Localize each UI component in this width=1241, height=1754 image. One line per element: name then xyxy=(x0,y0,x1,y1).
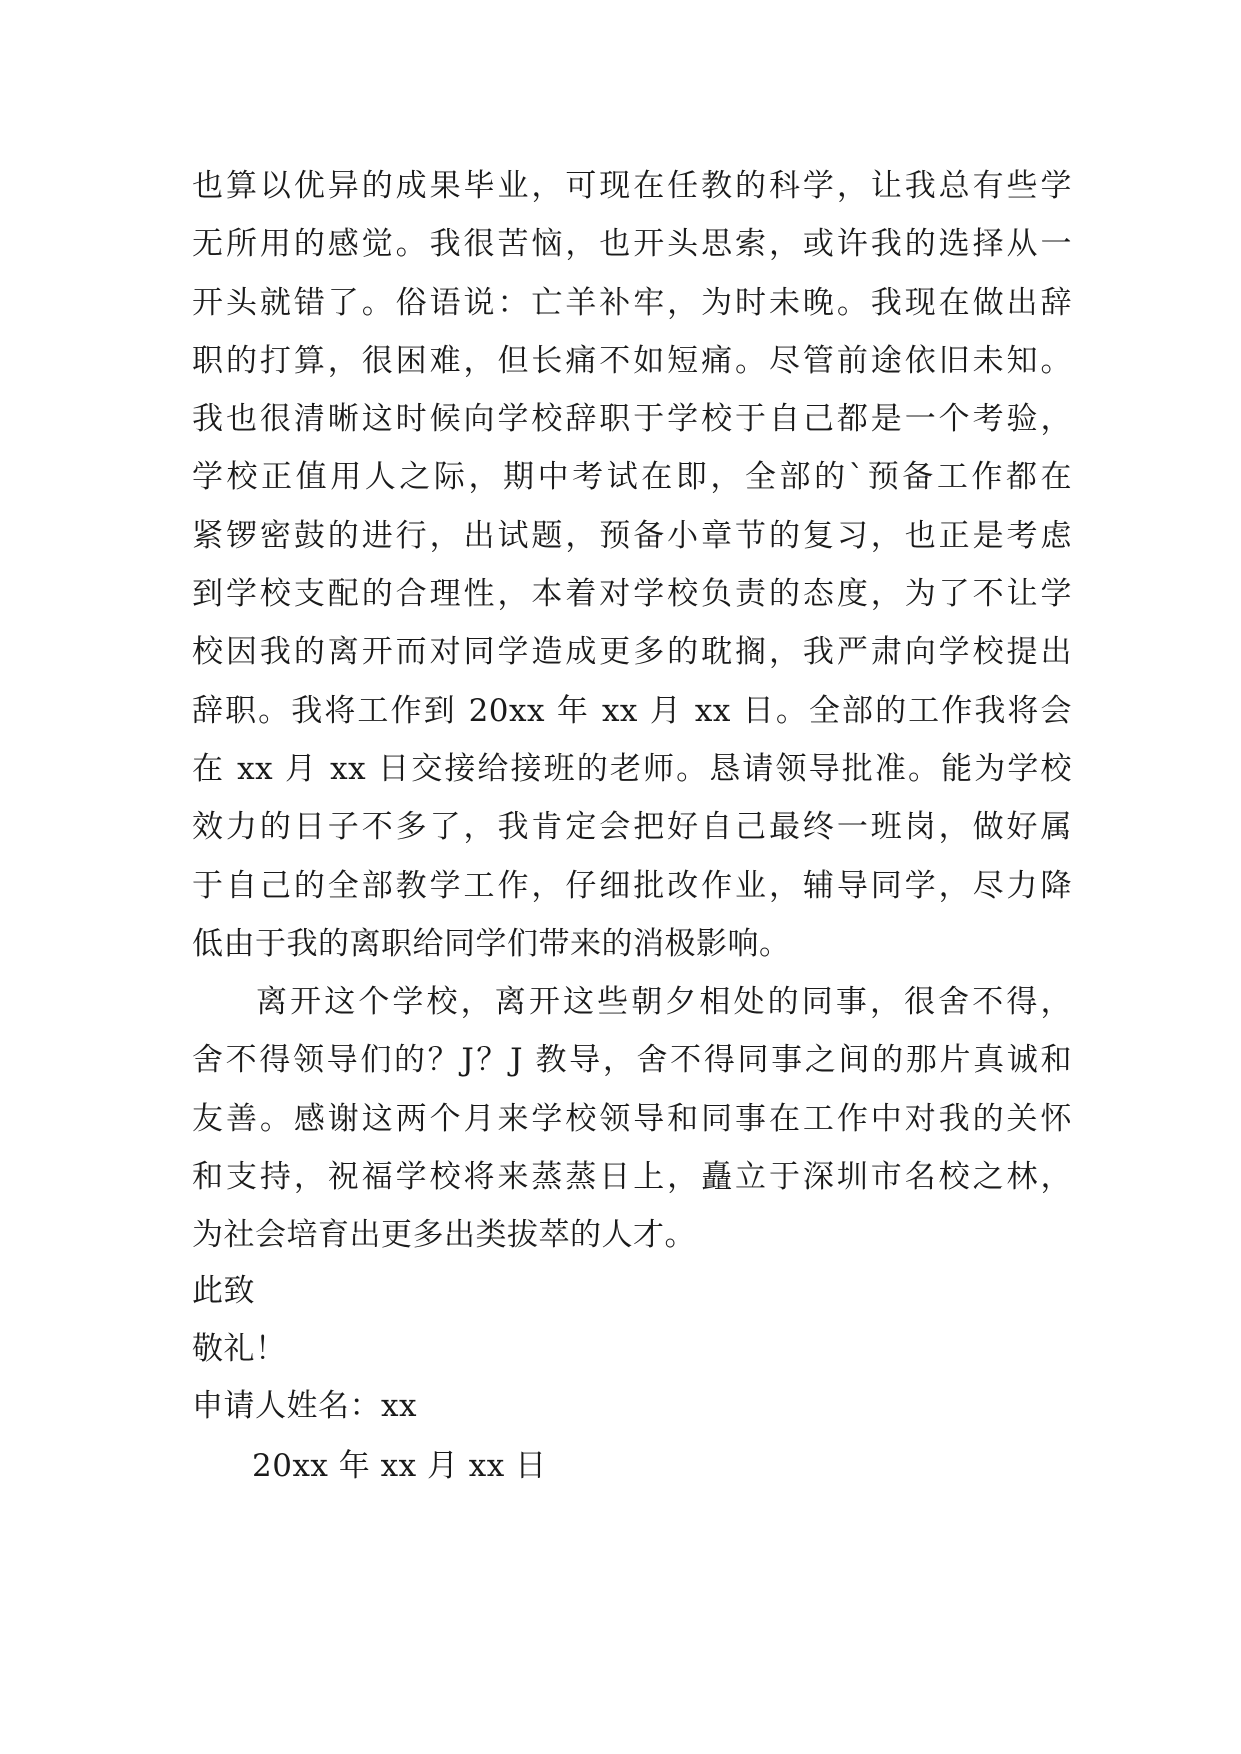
paragraph1-line: 效力的日子不多了，我肯定会把好自己最终一班岗，做好属 xyxy=(192,809,1072,846)
closing-salutation: 此致 xyxy=(192,1273,255,1309)
letter-body xyxy=(192,157,1072,1265)
paragraph1-line: 于自己的全部教学工作，仔细批改作业，辅导同学，尽力降 xyxy=(192,867,1072,904)
paragraph1-line: 学校正值用人之际，期中考试在即，全部的`预备工作都在 xyxy=(192,459,1072,496)
paragraph1-line: 校因我的离开而对同学造成更多的耽搁，我严肃向学校提出 xyxy=(192,634,1072,671)
paragraph1-line: 也算以优异的成果毕业，可现在任教的科学，让我总有些学 xyxy=(192,168,1072,204)
paragraph2-line: 为社会培育出更多出类拔萃的人才。 xyxy=(192,1217,696,1254)
paragraph1-line: 职的打算，很困难，但长痛不如短痛。尽管前途依旧未知。 xyxy=(192,342,1072,379)
letter-date: 20xx 年 xx 月 xx 日 xyxy=(252,1448,547,1484)
paragraph1-line: 无所用的感觉。我很苦恼，也开头思索，或许我的选择从一 xyxy=(192,226,1072,263)
paragraph2-line: 舍不得领导们的？J？J 教导，舍不得同事之间的那片真诚和 xyxy=(192,1042,1072,1079)
paragraph1-line: 开头就错了。俗语说：亡羊补牢，为时未晚。我现在做出辞 xyxy=(192,284,1072,321)
applicant-name: 申请人姓名：xx xyxy=(192,1388,417,1424)
paragraph1-line: 到学校支配的合理性，本着对学校负责的态度，为了不让学 xyxy=(192,576,1072,613)
paragraph2-line: 友善。感谢这两个月来学校领导和同事在工作中对我的关怀 xyxy=(192,1100,1072,1137)
paragraph1-line: 我也很清晰这时候向学校辞职于学校于自己都是一个考验， xyxy=(192,401,1072,438)
paragraph2-line: 和支持，祝福学校将来蒸蒸日上，矗立于深圳市名校之林， xyxy=(192,1159,1072,1196)
closing-regards: 敬礼！ xyxy=(192,1331,287,1367)
paragraph1-line: 紧锣密鼓的进行，出试题，预备小章节的复习，也正是考虑 xyxy=(192,517,1072,554)
paragraph1-line: 低由于我的离职给同学们带来的消极影响。 xyxy=(192,925,791,962)
paragraph1-line: 在 xx 月 xx 日交接给接班的老师。恳请领导批准。能为学校 xyxy=(192,750,1072,787)
paragraph2-line: 离开这个学校，离开这些朝夕相处的同事，很舍不得， xyxy=(256,984,1072,1021)
paragraph1-line: 辞职。我将工作到 20xx 年 xx 月 xx 日。全部的工作我将会 xyxy=(192,692,1072,729)
